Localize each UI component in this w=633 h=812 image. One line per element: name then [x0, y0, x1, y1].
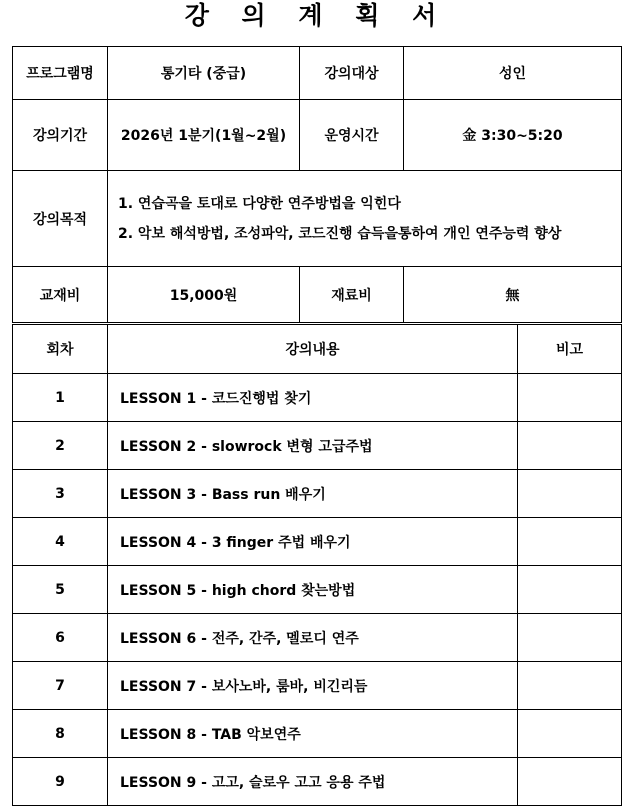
header-session: 회차	[13, 325, 108, 374]
lesson-content: LESSON 2 - slowrock 변형 고급주법	[108, 422, 518, 470]
info-row-cost	[13, 267, 622, 323]
target-label: 강의대상	[300, 47, 404, 100]
lesson-content: LESSON 6 - 전주, 간주, 멜로디 연주	[108, 614, 518, 662]
material-label: 재료비	[300, 267, 404, 323]
schedule-header-row	[13, 325, 622, 374]
table-row	[13, 374, 622, 422]
period-value: 2026년 1분기(1월~2월)	[108, 100, 300, 171]
note-cell	[518, 710, 622, 758]
session-number: 1	[13, 374, 108, 422]
info-row-program	[13, 47, 622, 100]
textbook-value: 15,000원	[108, 267, 300, 323]
note-cell	[518, 614, 622, 662]
lesson-content: LESSON 1 - 코드진행법 찾기	[108, 374, 518, 422]
target-value: 성인	[404, 47, 622, 100]
section-divider	[12, 322, 621, 323]
table-row	[13, 470, 622, 518]
session-number: 3	[13, 470, 108, 518]
session-number: 9	[13, 758, 108, 806]
session-number: 5	[13, 566, 108, 614]
lesson-content: LESSON 5 - high chord 찾는방법	[108, 566, 518, 614]
session-number: 4	[13, 518, 108, 566]
objective-label: 강의목적	[13, 171, 108, 267]
lesson-content: LESSON 4 - 3 finger 주법 배우기	[108, 518, 518, 566]
table-row	[13, 518, 622, 566]
note-cell	[518, 374, 622, 422]
info-row-objective	[13, 171, 622, 267]
info-row-period	[13, 100, 622, 171]
objective-content	[108, 171, 622, 267]
session-number: 2	[13, 422, 108, 470]
session-number: 7	[13, 662, 108, 710]
table-row	[13, 710, 622, 758]
header-content: 강의내용	[108, 325, 518, 374]
period-label: 강의기간	[13, 100, 108, 171]
program-label: 프로그램명	[13, 47, 108, 100]
table-row	[13, 614, 622, 662]
session-number: 8	[13, 710, 108, 758]
time-label: 운영시간	[300, 100, 404, 171]
objective-line-1: 1. 연습곡을 토대로 다양한 연주방법을 익힌다	[118, 195, 401, 212]
note-cell	[518, 470, 622, 518]
table-row	[13, 758, 622, 806]
note-cell	[518, 758, 622, 806]
material-value: 無	[404, 267, 622, 323]
textbook-label: 교재비	[13, 267, 108, 323]
session-number: 6	[13, 614, 108, 662]
document-title: 강 의 계 획 서	[184, 1, 449, 30]
note-cell	[518, 422, 622, 470]
lesson-content: LESSON 9 - 고고, 슬로우 고고 응용 주법	[108, 758, 518, 806]
table-row	[13, 566, 622, 614]
table-row	[13, 422, 622, 470]
time-value: 金 3:30~5:20	[404, 100, 622, 171]
lesson-content: LESSON 3 - Bass run 배우기	[108, 470, 518, 518]
header-note: 비고	[518, 325, 622, 374]
table-row	[13, 662, 622, 710]
lesson-content: LESSON 8 - TAB 악보연주	[108, 710, 518, 758]
note-cell	[518, 566, 622, 614]
program-value: 통기타 (중급)	[108, 47, 300, 100]
lesson-content: LESSON 7 - 보사노바, 룸바, 비긴리듬	[108, 662, 518, 710]
info-table	[12, 46, 622, 323]
objective-line-2: 2. 악보 해석방법, 조성파악, 코드진행 습득을통하여 개인 연주능력 향상	[118, 225, 562, 242]
note-cell	[518, 662, 622, 710]
schedule-table	[12, 324, 622, 806]
note-cell	[518, 518, 622, 566]
